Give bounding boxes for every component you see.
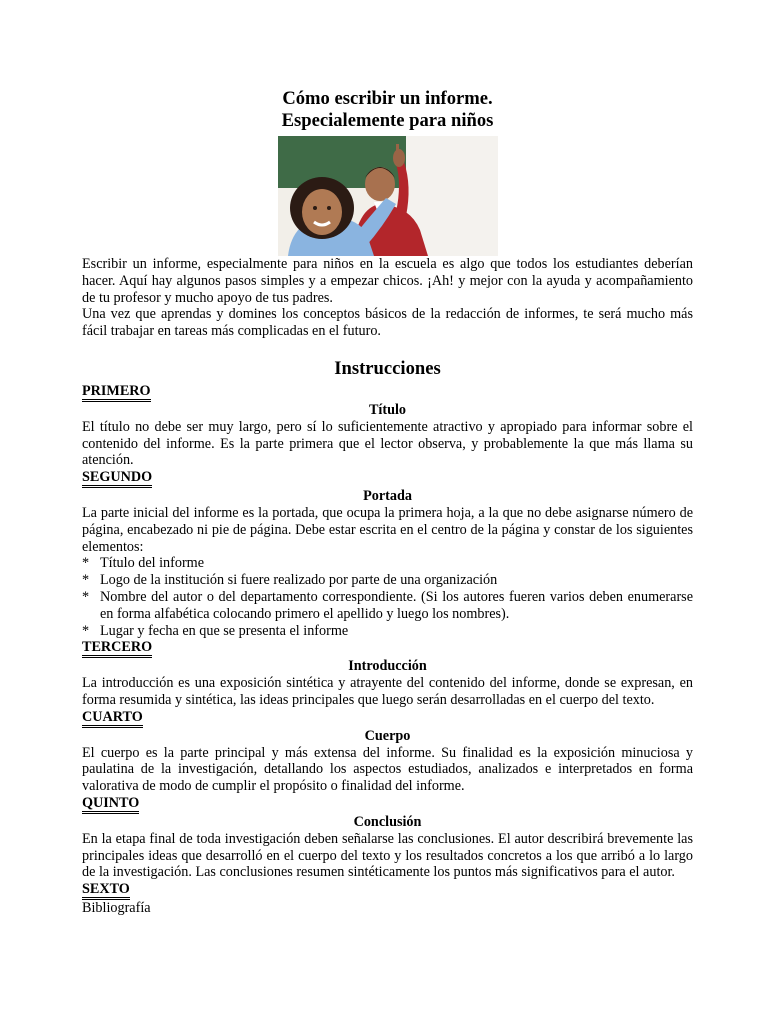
step-label: TERCERO <box>82 640 152 658</box>
bullet-asterisk: * <box>82 572 90 589</box>
step-text: El título no debe ser muy largo, pero sí lo suficientemente atractivo y apropiado para informar sobre el contenido del informe. Es la parte primera que el lector observa, y probablemente la que más llama su atención. <box>82 418 693 469</box>
step-text: La parte inicial del informe es la portada, que ocupa la primera hoja, a la que no debe asignarse número de página, encabezado ni pie de página. Debe estar escrita en el centro de la página y constar de los siguientes elementos: <box>82 504 693 555</box>
step-label: PRIMERO <box>82 384 151 402</box>
bullet-asterisk: * <box>82 588 90 605</box>
document-content <box>82 88 693 917</box>
step-subtitle: Conclusión <box>353 813 422 830</box>
cover-elements-list <box>82 555 693 639</box>
step-text: Bibliografía <box>82 900 151 917</box>
instructions-heading: Instrucciones <box>334 357 441 379</box>
step-label: CUARTO <box>82 710 143 728</box>
list-item-text: Nombre del autor o del departamento correspondiente. (Si los autores fueren varios deben enumerarse en forma alfabética colocando primero el apellido y luego los nombres). <box>100 588 693 622</box>
list-item-text: Título del informe <box>100 555 205 572</box>
step-cuarto <box>82 709 693 795</box>
step-tercero <box>82 639 693 708</box>
bullet-asterisk: * <box>82 622 90 639</box>
step-label: QUINTO <box>82 796 139 814</box>
intro-paragraph-2: Una vez que aprendas y domines los conceptos básicos de la redacción de informes, te será mucho más fácil trabajar en tareas más complicadas en el futuro. <box>82 306 693 340</box>
step-segundo <box>82 469 693 639</box>
intro-paragraph-1: Escribir un informe, especialmente para niños en la escuela es algo que todos los estudiantes deberían hacer. Aquí hay algunos pasos simples y a empezar chicos. ¡Ah! y mejor con la ayuda y acompañamiento de tu profesor y mucho apoyo de tus padres. <box>82 256 693 306</box>
document-title-line-2: Especialemente para niños <box>281 110 494 131</box>
list-item-text: Logo de la institución si fuere realizado por parte de una organización <box>100 572 498 589</box>
step-quinto <box>82 795 693 881</box>
step-label: SEXTO <box>82 882 130 900</box>
list-item <box>82 572 693 589</box>
step-label: SEGUNDO <box>82 470 152 488</box>
step-text: En la etapa final de toda investigación deben señalarse las conclusiones. El autor describirá brevemente las principales ideas que desarrolló en el cuerpo del texto y los resultados concretos a los que arribó a lo largo de la investigación. Las conclusiones resumen sintéticamente los puntos más significativos para el autor. <box>82 830 693 881</box>
step-text: El cuerpo es la parte principal y más extensa del informe. Su finalidad es la exposición minuciosa y paulatina de la investigación, detallando los aspectos estudiados, analizados e interpretados en forma valorativa de modo de cumplir el propósito o finalidad del informe. <box>82 744 693 795</box>
children-classroom-photo <box>278 136 498 256</box>
step-primero <box>82 383 693 469</box>
step-subtitle: Portada <box>363 488 412 505</box>
step-subtitle: Título <box>368 401 407 418</box>
list-item <box>82 623 693 640</box>
bullet-asterisk: * <box>82 555 90 572</box>
list-item <box>82 589 693 623</box>
list-item-text: Lugar y fecha en que se presenta el informe <box>100 622 349 639</box>
photo-container <box>82 136 693 256</box>
step-subtitle: Introducción <box>348 658 427 675</box>
step-sexto <box>82 881 693 917</box>
step-subtitle: Cuerpo <box>364 727 411 744</box>
list-item <box>82 555 693 572</box>
document-title-line-1: Cómo escribir un informe. <box>282 88 493 109</box>
step-text: La introducción es una exposición sintética y atrayente del contenido del informe, donde se expresan, en forma resumida y sintética, las ideas principales que luego serán desarrolladas en el cuerpo del texto. <box>82 675 693 708</box>
